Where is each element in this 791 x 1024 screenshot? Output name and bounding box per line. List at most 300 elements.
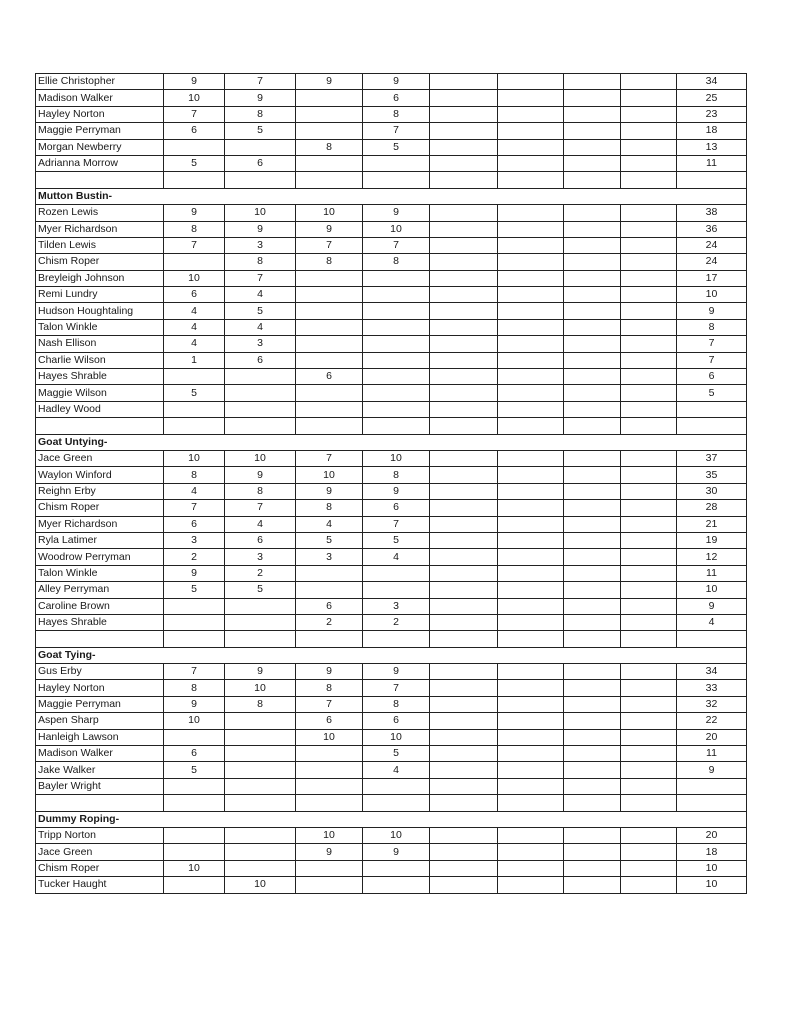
score-cell: 10: [296, 827, 363, 843]
score-cell: 9: [164, 696, 225, 712]
score-cell: [621, 549, 677, 565]
score-cell: [564, 172, 621, 188]
score-cell: [498, 631, 564, 647]
contestant-name: Myer Richardson: [36, 221, 164, 237]
score-cell: [564, 319, 621, 335]
table-row: [36, 336, 747, 352]
score-cell: [498, 762, 564, 778]
score-cell: [498, 844, 564, 860]
contestant-name: Jake Walker: [36, 762, 164, 778]
contestant-name: Tucker Haught: [36, 877, 164, 893]
table-row: [36, 614, 747, 630]
score-cell: [498, 516, 564, 532]
score-cell: [430, 582, 498, 598]
score-cell: [430, 123, 498, 139]
score-cell: 10: [164, 90, 225, 106]
score-cell: 6: [363, 500, 430, 516]
score-cell: [564, 582, 621, 598]
score-cell: [498, 860, 564, 876]
score-cell: [430, 795, 498, 811]
score-cell: [164, 795, 225, 811]
score-cell: [296, 270, 363, 286]
section-header: [36, 434, 747, 450]
table-row: [36, 450, 747, 466]
score-cell: 9: [363, 483, 430, 499]
contestant-name: Madison Walker: [36, 90, 164, 106]
score-cell: [164, 631, 225, 647]
score-cell: 8: [363, 467, 430, 483]
score-cell: 4: [164, 303, 225, 319]
score-cell: [164, 369, 225, 385]
score-cell: [621, 844, 677, 860]
score-cell: [296, 155, 363, 171]
score-cell: [225, 844, 296, 860]
table-row: [36, 270, 747, 286]
score-cell: [564, 860, 621, 876]
score-cell: [225, 369, 296, 385]
contestant-name: Madison Walker: [36, 746, 164, 762]
score-cell: [621, 205, 677, 221]
total-cell: 24: [677, 254, 747, 270]
score-cell: [498, 352, 564, 368]
total-cell: 25: [677, 90, 747, 106]
table-row: [36, 303, 747, 319]
score-cell: 9: [164, 74, 225, 90]
score-cell: 6: [164, 287, 225, 303]
section-header: [36, 811, 747, 827]
score-cell: 10: [225, 877, 296, 893]
score-cell: [621, 729, 677, 745]
score-cell: [430, 155, 498, 171]
contestant-name: Adrianna Morrow: [36, 155, 164, 171]
table-row: [36, 90, 747, 106]
score-cell: [164, 844, 225, 860]
contestant-name: Chism Roper: [36, 254, 164, 270]
score-cell: [430, 221, 498, 237]
total-cell: [677, 401, 747, 417]
score-cell: [363, 369, 430, 385]
total-cell: 20: [677, 827, 747, 843]
total-cell: 24: [677, 237, 747, 253]
score-cell: 2: [225, 565, 296, 581]
score-cell: [363, 352, 430, 368]
score-cell: [296, 746, 363, 762]
score-cell: [430, 729, 498, 745]
total-cell: 22: [677, 713, 747, 729]
score-cell: [296, 172, 363, 188]
score-cell: [621, 746, 677, 762]
contestant-name: Tilden Lewis: [36, 237, 164, 253]
score-cell: [363, 336, 430, 352]
total-cell: 17: [677, 270, 747, 286]
score-cell: [430, 205, 498, 221]
score-cell: 5: [225, 123, 296, 139]
score-cell: [564, 549, 621, 565]
score-cell: [498, 598, 564, 614]
total-cell: 10: [677, 582, 747, 598]
score-cell: [621, 336, 677, 352]
score-cell: 9: [296, 74, 363, 90]
contestant-name: Ryla Latimer: [36, 532, 164, 548]
table-row: [36, 582, 747, 598]
score-cell: [564, 532, 621, 548]
score-cell: [430, 418, 498, 434]
score-cell: 3: [225, 336, 296, 352]
score-cell: [564, 123, 621, 139]
total-cell: 11: [677, 746, 747, 762]
score-cell: [621, 221, 677, 237]
score-cell: [296, 303, 363, 319]
score-cell: [225, 598, 296, 614]
score-cell: [225, 827, 296, 843]
score-cell: 10: [164, 860, 225, 876]
table-row: [36, 221, 747, 237]
score-cell: [296, 401, 363, 417]
score-cell: 9: [225, 221, 296, 237]
score-cell: [564, 336, 621, 352]
score-cell: [164, 729, 225, 745]
contestant-name: Charlie Wilson: [36, 352, 164, 368]
score-cell: 2: [363, 614, 430, 630]
score-cell: 7: [296, 237, 363, 253]
score-cell: 3: [225, 237, 296, 253]
score-cell: 8: [164, 680, 225, 696]
score-cell: [621, 139, 677, 155]
score-cell: [296, 877, 363, 893]
score-cell: 5: [225, 303, 296, 319]
score-cell: [430, 106, 498, 122]
score-cell: [564, 139, 621, 155]
score-cell: [621, 582, 677, 598]
score-cell: [430, 139, 498, 155]
score-cell: [296, 565, 363, 581]
contestant-name: Chism Roper: [36, 500, 164, 516]
total-cell: [677, 631, 747, 647]
score-cell: 4: [363, 549, 430, 565]
score-cell: [225, 172, 296, 188]
section-title: Dummy Roping-: [36, 811, 747, 827]
score-cell: 4: [164, 336, 225, 352]
total-cell: 35: [677, 467, 747, 483]
score-cell: 4: [225, 319, 296, 335]
contestant-name: Hanleigh Lawson: [36, 729, 164, 745]
score-cell: [363, 385, 430, 401]
score-cell: 9: [164, 565, 225, 581]
score-cell: [430, 631, 498, 647]
score-cell: 4: [296, 516, 363, 532]
table-row: [36, 549, 747, 565]
score-cell: [498, 205, 564, 221]
score-cell: [363, 418, 430, 434]
score-cell: [621, 696, 677, 712]
score-cell: [363, 778, 430, 794]
table-row: [36, 254, 747, 270]
score-cell: [164, 401, 225, 417]
score-cell: [363, 860, 430, 876]
score-cell: [498, 139, 564, 155]
score-cell: [225, 401, 296, 417]
score-cell: [430, 532, 498, 548]
score-cell: [621, 270, 677, 286]
score-cell: [225, 418, 296, 434]
score-cell: [225, 860, 296, 876]
score-cell: 6: [296, 713, 363, 729]
contestant-name: Maggie Perryman: [36, 696, 164, 712]
score-cell: [296, 319, 363, 335]
score-cell: [621, 401, 677, 417]
total-cell: 7: [677, 352, 747, 368]
score-cell: [430, 450, 498, 466]
score-cell: [498, 664, 564, 680]
score-cell: [225, 746, 296, 762]
score-cell: 6: [225, 155, 296, 171]
score-cell: [296, 90, 363, 106]
score-cell: [225, 385, 296, 401]
score-cell: [564, 795, 621, 811]
total-cell: 19: [677, 532, 747, 548]
score-cell: 8: [164, 221, 225, 237]
contestant-name: Ellie Christopher: [36, 74, 164, 90]
total-cell: 10: [677, 877, 747, 893]
score-cell: [363, 582, 430, 598]
score-cell: [564, 729, 621, 745]
score-cell: [164, 877, 225, 893]
score-cell: 5: [164, 582, 225, 598]
score-cell: [296, 336, 363, 352]
total-cell: 18: [677, 844, 747, 860]
score-cell: 10: [296, 729, 363, 745]
score-cell: 6: [164, 516, 225, 532]
table-row: [36, 467, 747, 483]
score-cell: [621, 369, 677, 385]
score-cell: 10: [225, 205, 296, 221]
contestant-name: Breyleigh Johnson: [36, 270, 164, 286]
score-cell: 10: [164, 270, 225, 286]
score-cell: [498, 877, 564, 893]
table-row: [36, 795, 747, 811]
score-cell: [164, 139, 225, 155]
table-row: [36, 319, 747, 335]
score-cell: [564, 418, 621, 434]
score-cell: [430, 598, 498, 614]
score-cell: [430, 762, 498, 778]
contestant-name: Chism Roper: [36, 860, 164, 876]
score-cell: [430, 500, 498, 516]
contestant-name: Caroline Brown: [36, 598, 164, 614]
score-cell: [498, 90, 564, 106]
contestant-name: Hadley Wood: [36, 401, 164, 417]
total-cell: 6: [677, 369, 747, 385]
score-cell: [564, 385, 621, 401]
score-cell: [430, 369, 498, 385]
score-cell: [363, 319, 430, 335]
score-cell: 7: [164, 664, 225, 680]
score-cell: [564, 90, 621, 106]
score-cell: [164, 614, 225, 630]
score-cell: [621, 172, 677, 188]
section-title: Goat Untying-: [36, 434, 747, 450]
score-cell: [363, 795, 430, 811]
standings-table: [35, 73, 747, 894]
contestant-name: Myer Richardson: [36, 516, 164, 532]
score-cell: [430, 680, 498, 696]
score-cell: [621, 532, 677, 548]
table-row: [36, 418, 747, 434]
score-cell: [498, 336, 564, 352]
score-cell: [498, 614, 564, 630]
total-cell: 10: [677, 287, 747, 303]
table-row: [36, 532, 747, 548]
table-row: [36, 155, 747, 171]
score-cell: [621, 827, 677, 843]
score-cell: [498, 729, 564, 745]
score-cell: [430, 516, 498, 532]
score-cell: [296, 352, 363, 368]
score-cell: [430, 352, 498, 368]
score-cell: [430, 696, 498, 712]
score-cell: [621, 287, 677, 303]
score-cell: [498, 483, 564, 499]
score-cell: 1: [164, 352, 225, 368]
score-cell: 2: [164, 549, 225, 565]
score-cell: [621, 631, 677, 647]
table-row: [36, 74, 747, 90]
score-cell: [498, 287, 564, 303]
score-cell: [363, 877, 430, 893]
score-cell: 8: [225, 254, 296, 270]
score-cell: [430, 778, 498, 794]
score-cell: [430, 467, 498, 483]
score-cell: [430, 877, 498, 893]
total-cell: 28: [677, 500, 747, 516]
score-cell: [498, 270, 564, 286]
score-cell: [430, 237, 498, 253]
score-cell: [296, 106, 363, 122]
score-cell: 5: [164, 155, 225, 171]
score-cell: [498, 713, 564, 729]
score-cell: 4: [225, 516, 296, 532]
score-cell: [564, 696, 621, 712]
score-cell: 3: [296, 549, 363, 565]
contestant-name: Aspen Sharp: [36, 713, 164, 729]
score-cell: [564, 221, 621, 237]
table-row: [36, 860, 747, 876]
score-cell: [225, 778, 296, 794]
table-row: [36, 516, 747, 532]
total-cell: 18: [677, 123, 747, 139]
score-cell: [296, 631, 363, 647]
contestant-name: Maggie Wilson: [36, 385, 164, 401]
score-cell: [225, 713, 296, 729]
contestant-name: Talon Winkle: [36, 319, 164, 335]
score-cell: 8: [164, 467, 225, 483]
table-row: [36, 106, 747, 122]
score-cell: [621, 795, 677, 811]
score-cell: [430, 827, 498, 843]
score-cell: [498, 401, 564, 417]
score-cell: 5: [296, 532, 363, 548]
score-cell: [564, 401, 621, 417]
score-cell: [430, 90, 498, 106]
score-cell: [621, 237, 677, 253]
score-cell: [498, 696, 564, 712]
table-row: [36, 172, 747, 188]
score-cell: [225, 614, 296, 630]
score-cell: [363, 270, 430, 286]
score-cell: 8: [363, 696, 430, 712]
total-cell: 21: [677, 516, 747, 532]
table-row: [36, 565, 747, 581]
score-cell: 9: [363, 664, 430, 680]
score-cell: [430, 746, 498, 762]
score-cell: [621, 598, 677, 614]
score-cell: [296, 582, 363, 598]
score-cell: [430, 565, 498, 581]
score-cell: 3: [164, 532, 225, 548]
score-cell: [621, 254, 677, 270]
table-row: [36, 598, 747, 614]
score-cell: 6: [363, 713, 430, 729]
score-cell: [564, 237, 621, 253]
table-row: [36, 664, 747, 680]
score-cell: 10: [363, 221, 430, 237]
score-cell: [564, 303, 621, 319]
score-cell: [498, 319, 564, 335]
total-cell: [677, 418, 747, 434]
score-cell: [621, 762, 677, 778]
score-cell: 5: [164, 762, 225, 778]
table-row: [36, 631, 747, 647]
table-row: [36, 500, 747, 516]
table-row: [36, 123, 747, 139]
score-cell: [164, 254, 225, 270]
score-cell: [564, 516, 621, 532]
contestant-name: Woodrow Perryman: [36, 549, 164, 565]
contestant-name: Jace Green: [36, 450, 164, 466]
score-cell: [564, 106, 621, 122]
contestant-name: Gus Erby: [36, 664, 164, 680]
score-cell: [498, 106, 564, 122]
score-cell: [296, 123, 363, 139]
table-row: [36, 369, 747, 385]
score-cell: [564, 155, 621, 171]
score-cell: [564, 500, 621, 516]
total-cell: 34: [677, 664, 747, 680]
score-cell: [621, 713, 677, 729]
score-cell: [621, 74, 677, 90]
score-cell: [621, 860, 677, 876]
table-row: [36, 139, 747, 155]
score-cell: [225, 729, 296, 745]
score-cell: 2: [296, 614, 363, 630]
score-cell: [430, 254, 498, 270]
score-cell: 10: [363, 450, 430, 466]
score-cell: [498, 795, 564, 811]
score-cell: 10: [296, 205, 363, 221]
score-cell: [564, 877, 621, 893]
score-cell: 10: [225, 680, 296, 696]
table-row: [36, 762, 747, 778]
total-cell: 34: [677, 74, 747, 90]
total-cell: 38: [677, 205, 747, 221]
score-cell: [564, 565, 621, 581]
score-cell: [498, 74, 564, 90]
table-row: [36, 746, 747, 762]
score-cell: [564, 614, 621, 630]
score-cell: [621, 385, 677, 401]
score-cell: 3: [363, 598, 430, 614]
score-cell: 6: [225, 352, 296, 368]
